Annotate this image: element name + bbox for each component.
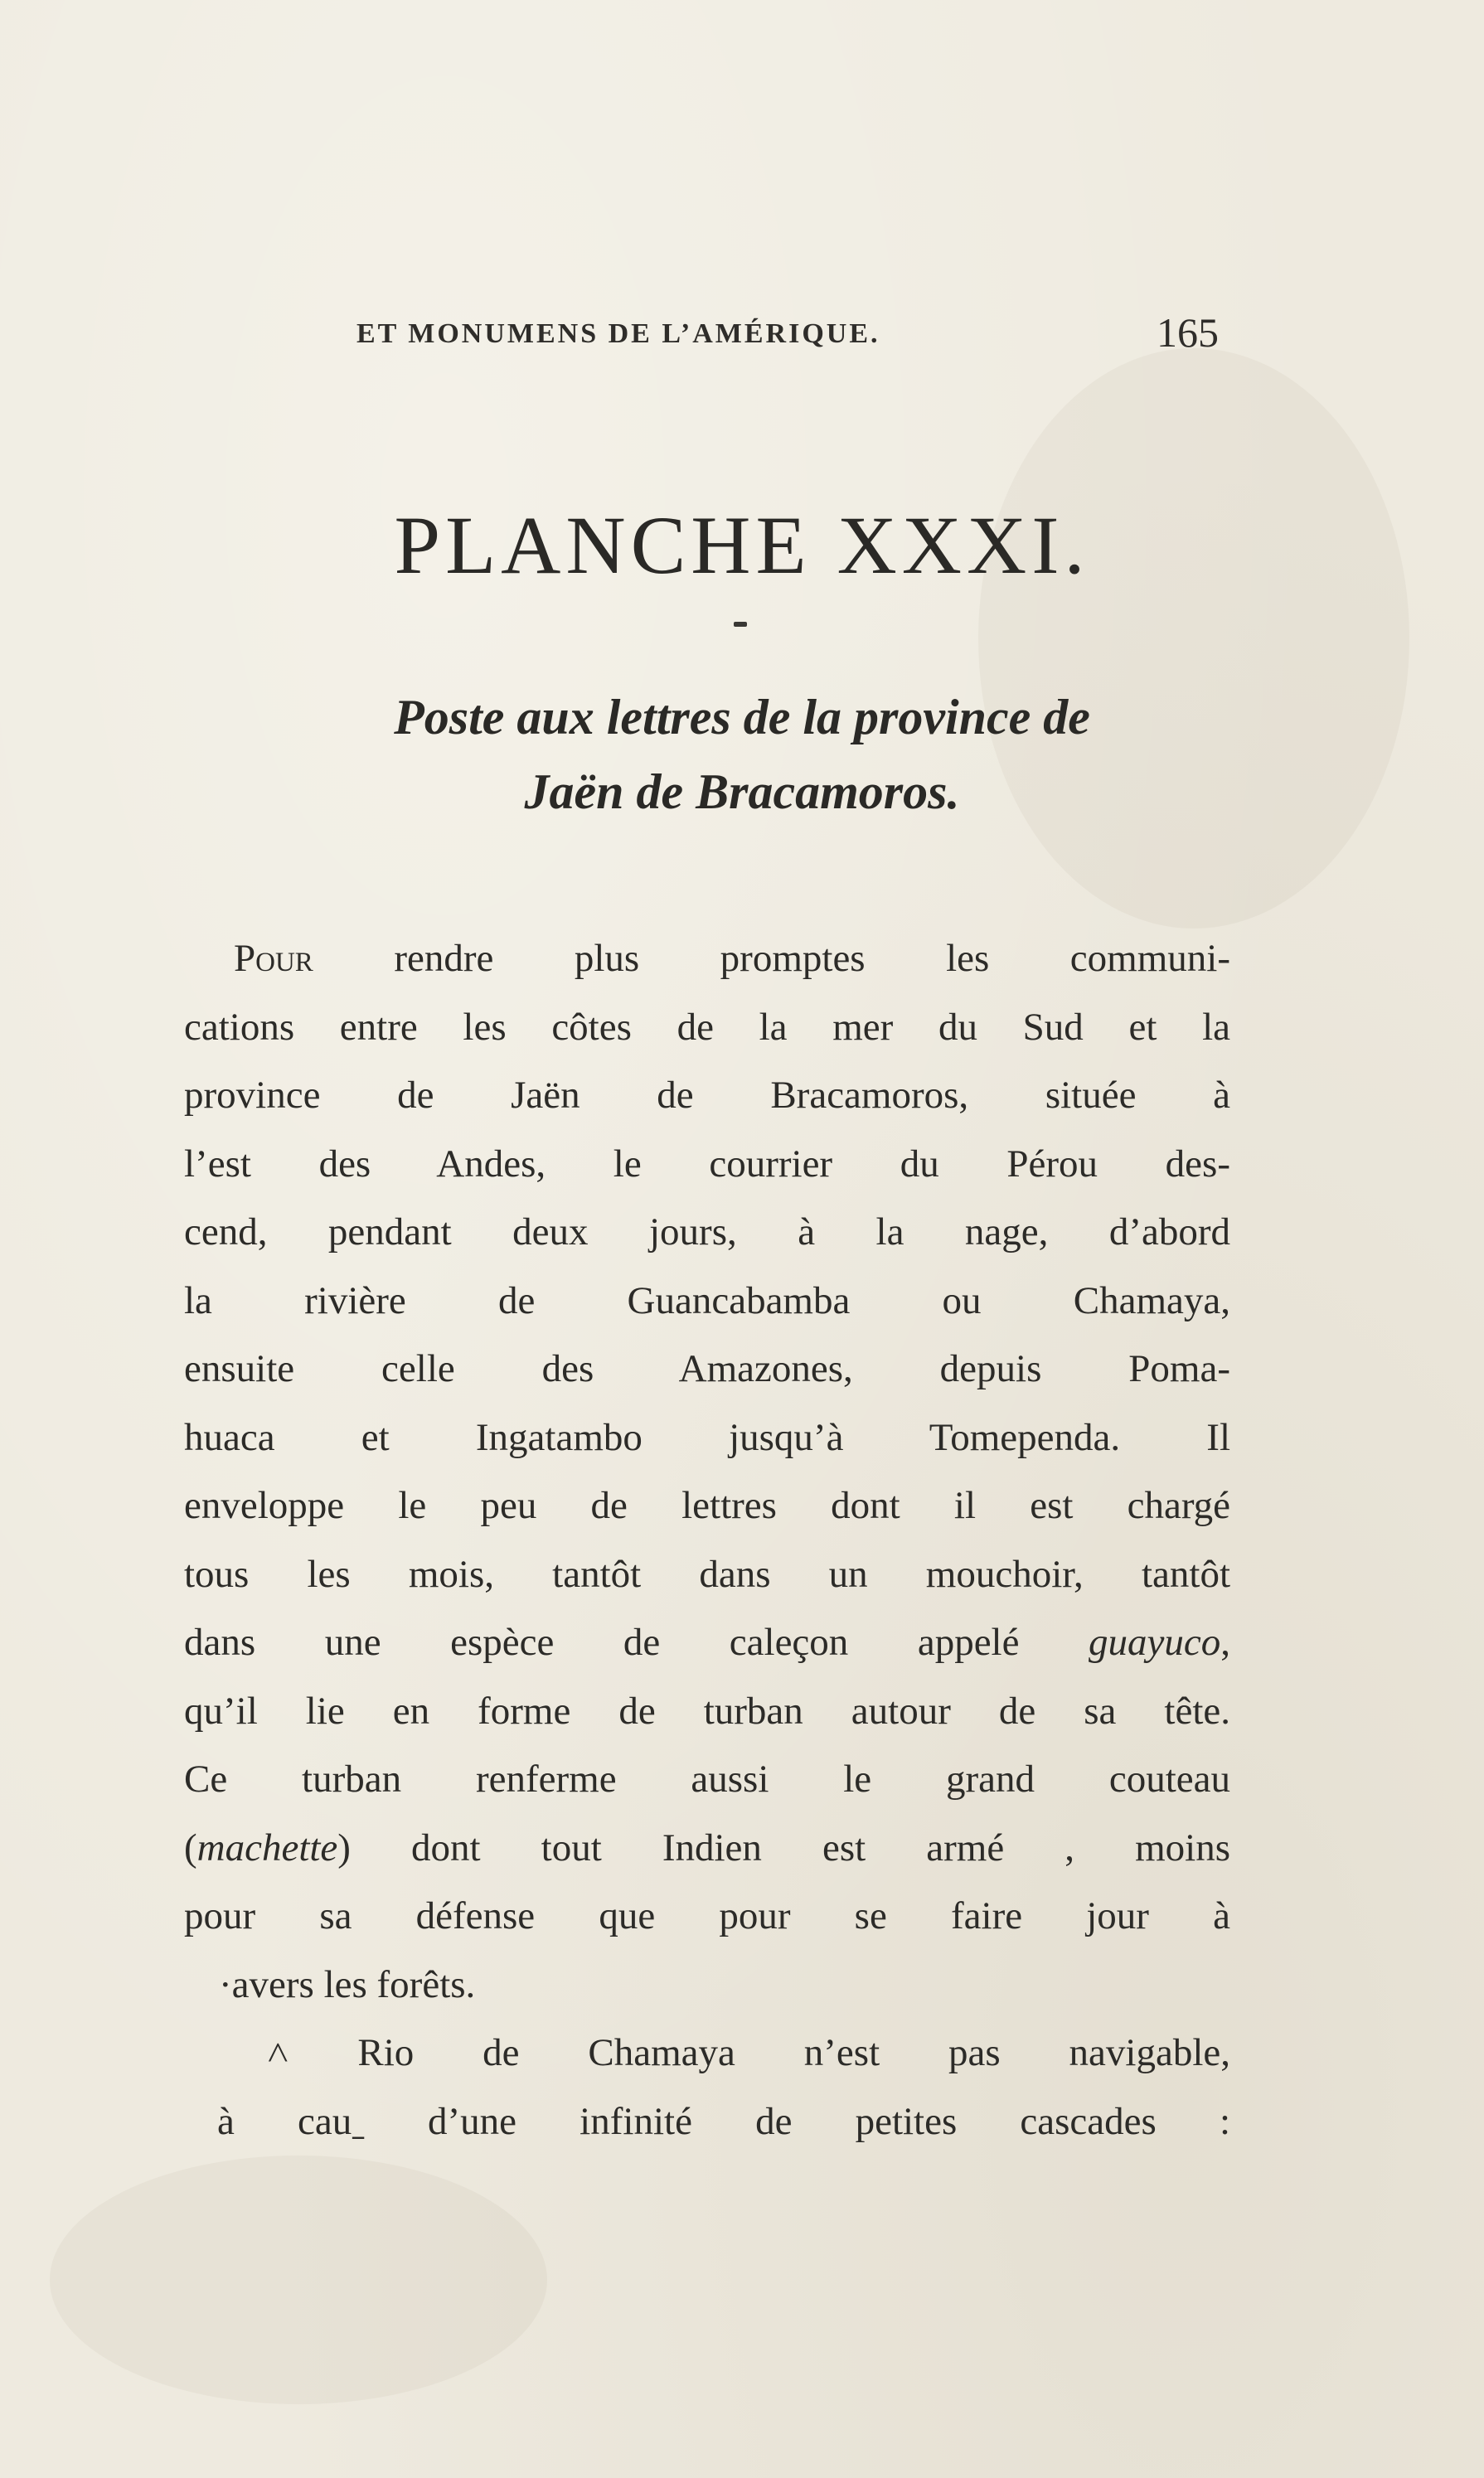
text-line: ˄ Rio de Chamaya n’est pas navigable, xyxy=(267,2031,1230,2074)
text-line: ·avers les forêts. xyxy=(219,1962,476,2006)
text-line: l’est des Andes, le courrier du Pérou des- xyxy=(184,1142,1230,1186)
text-line: qu’il lie en forme de turban autour de sa tête. xyxy=(184,1689,1230,1733)
bleed-through-stain xyxy=(978,348,1409,929)
text-line: la rivière de Guancabamba ou Chamaya, xyxy=(184,1278,1230,1322)
text-line: pour sa défense que pour se faire jour à xyxy=(184,1894,1230,1937)
page-number: 165 xyxy=(1157,309,1219,356)
paper-stain xyxy=(50,2156,547,2404)
italic-term: machette xyxy=(196,1826,338,1869)
line-fragment: dans une espèce de caleçon appelé xyxy=(184,1621,1089,1664)
running-head xyxy=(356,308,1219,366)
text-line xyxy=(184,1608,1230,1677)
text-line: province de Jaën de Bracamoros, située à xyxy=(184,1074,1230,1117)
body-text xyxy=(184,924,1230,2156)
line-fragment: ) dont tout Indien est armé , moins xyxy=(337,1826,1230,1869)
text-line: enveloppe le peu de lettres dont il est chargé xyxy=(184,1484,1230,1527)
subtitle-line: Jaën de Bracamoros. xyxy=(524,764,960,819)
text-line xyxy=(184,924,1230,993)
text-line xyxy=(184,1814,1230,1883)
plate-subtitle xyxy=(0,680,1484,829)
drop-word: Pour xyxy=(234,937,313,980)
text-line: Ce turban renferme aussi le grand couteau xyxy=(184,1758,1230,1801)
text-line: cend, pendant deux jours, à la nage, d’abord xyxy=(184,1210,1230,1254)
plate-title: PLANCHE XXXI. xyxy=(394,499,1090,591)
running-title: ET MONUMENS DE L’AMÉRIQUE. xyxy=(356,318,880,349)
text-line: tous les mois, tantôt dans un mouchoir, tantôt xyxy=(184,1552,1230,1596)
text-line: à cauˍ d’une infinité de petites cascades : xyxy=(217,2099,1230,2143)
ornament-dash xyxy=(734,622,747,627)
subtitle-line: Poste aux lettres de la province de xyxy=(394,690,1090,744)
text-line: ensuite celle des Amazones, depuis Poma- xyxy=(184,1347,1230,1390)
line-fragment: ( xyxy=(184,1826,197,1869)
italic-term: guayuco xyxy=(1089,1621,1221,1664)
text-line: huaca et Ingatambo jusqu’à Tomependa. Il xyxy=(184,1415,1230,1459)
line-fragment: rendre plus promptes les communi- xyxy=(313,937,1230,980)
line-fragment: , xyxy=(1220,1621,1230,1664)
text-line: cations entre les côtes de la mer du Sud et la xyxy=(184,1005,1230,1049)
